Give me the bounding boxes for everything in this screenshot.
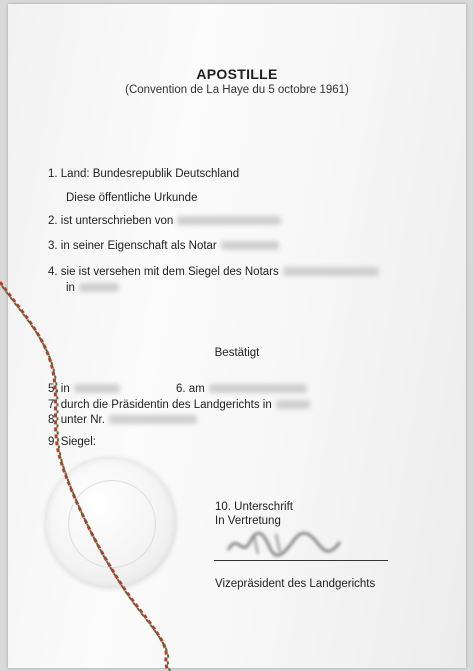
item-7: 7. durch die Präsidentin des Landgerichts in xyxy=(48,399,310,411)
item-5: 5. in xyxy=(48,383,120,395)
item-1-continuation: Diese öffentliche Urkunde xyxy=(66,192,198,204)
signatory-role: Vizepräsident des Landgerichts xyxy=(215,578,376,590)
item-1: 1. Land: Bundesrepublik Deutschland xyxy=(48,168,240,180)
item-4: 4. sie ist versehen mit dem Siegel des Notars xyxy=(48,266,379,278)
item-10: 10. Unterschrift xyxy=(215,501,293,513)
document-title: APOSTILLE xyxy=(196,66,278,82)
item-2: 2. ist unterschrieben von xyxy=(48,215,281,227)
item-4-continuation: in xyxy=(66,282,119,294)
item-3: 3. in seiner Eigenschaft als Notar xyxy=(48,240,279,252)
item-10-continuation: In Vertretung xyxy=(215,515,281,527)
document-subtitle: (Convention de La Haye du 5 octobre 1961) xyxy=(125,84,349,96)
confirmation-heading: Bestätigt xyxy=(214,347,260,359)
item-6: 6. am xyxy=(176,383,307,395)
item-9: 9. Siegel: xyxy=(48,436,96,448)
item-8: 8. unter Nr. xyxy=(48,414,197,426)
